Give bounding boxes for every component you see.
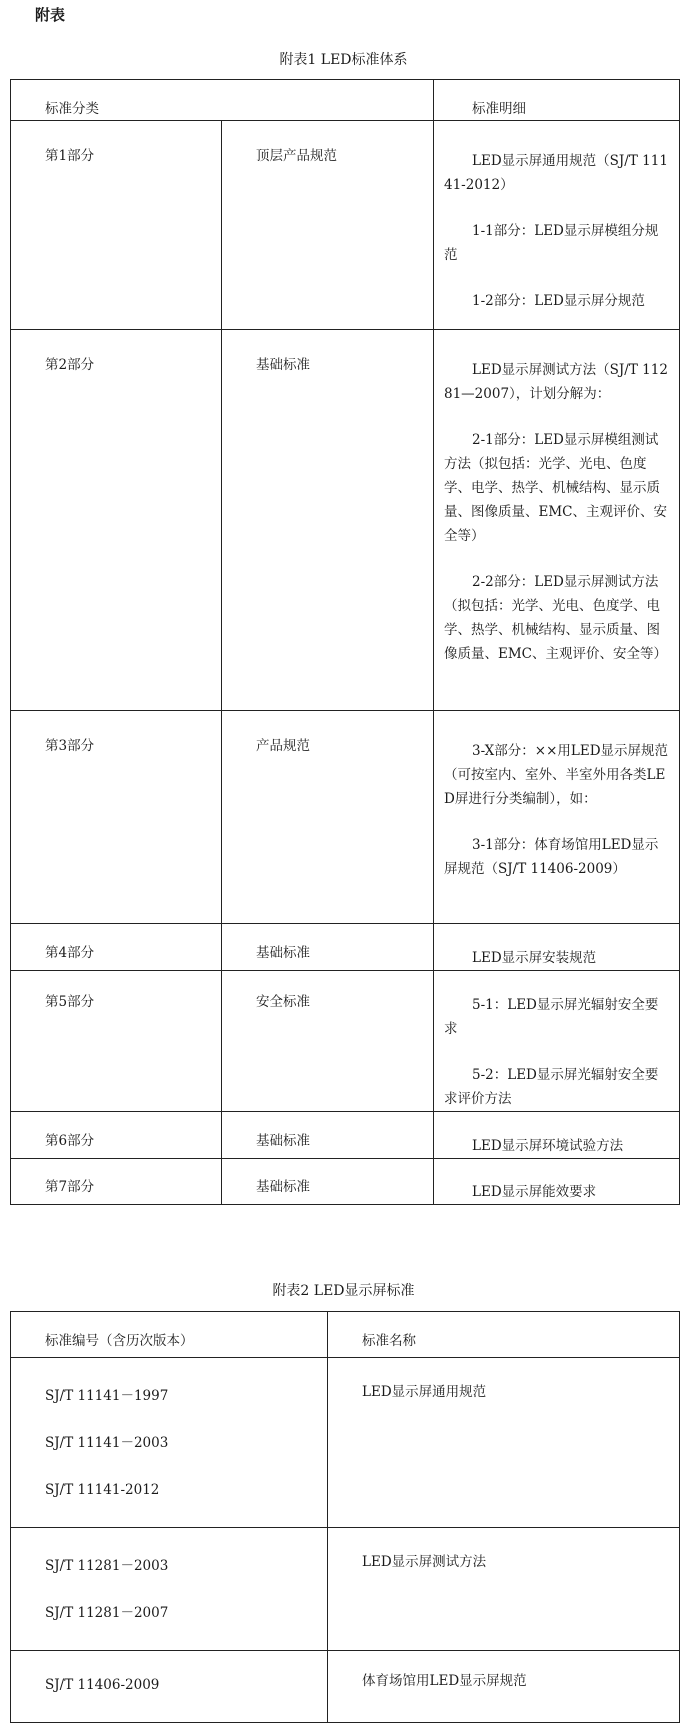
standard-number: SJ/T 11281－2003 xyxy=(45,1558,169,1574)
table-row xyxy=(11,1528,680,1651)
part-label: 第4部分 xyxy=(11,924,222,971)
table-row xyxy=(11,1651,680,1723)
detail-cell xyxy=(434,1112,680,1159)
standard-numbers-cell xyxy=(11,1528,328,1651)
standard-number: SJ/T 11406-2009 xyxy=(45,1677,160,1693)
detail-paragraph: 1-2部分：LED显示屏分规范 xyxy=(472,293,645,309)
header-standard-name: 标准名称 xyxy=(328,1312,680,1358)
standards-system-table xyxy=(10,79,680,1205)
standard-number: SJ/T 11141－2003 xyxy=(45,1435,169,1451)
standard-number: SJ/T 11281－2007 xyxy=(45,1605,169,1621)
standard-numbers-cell xyxy=(11,1651,328,1723)
part-label: 第5部分 xyxy=(11,971,222,1112)
detail-paragraph: LED显示屏通用规范（SJ/T 11141-2012） xyxy=(444,153,668,193)
detail-cell xyxy=(434,121,680,330)
detail-paragraph: 2-2部分：LED显示屏测试方法（拟包括：光学、光电、色度学、电学、热学、机械结构、显示质量、图像质量、EMC、主观评价、安全等） xyxy=(444,574,668,662)
detail-cell xyxy=(434,924,680,971)
part-label: 第7部分 xyxy=(11,1159,222,1205)
standard-number: SJ/T 11141－1997 xyxy=(45,1388,169,1404)
header-category: 标准分类 xyxy=(11,80,434,121)
part-label: 第2部分 xyxy=(11,330,222,711)
detail-paragraph: 2-1部分：LED显示屏模组测试方法（拟包括：光学、光电、色度学、电学、热学、机械结构、显示质量、图像质量、EMC、主观评价、安全等） xyxy=(444,432,668,544)
category-label: 产品规范 xyxy=(222,711,434,924)
detail-cell xyxy=(434,971,680,1112)
led-display-standards-table xyxy=(10,1311,680,1723)
table-row xyxy=(11,1358,680,1528)
category-label: 安全标准 xyxy=(222,971,434,1112)
detail-paragraph: LED显示屏能效要求 xyxy=(472,1184,597,1200)
detail-paragraph: 1-1部分：LED显示屏模组分规范 xyxy=(444,223,659,263)
part-label: 第6部分 xyxy=(11,1112,222,1159)
standard-name: 体育场馆用LED显示屏规范 xyxy=(328,1651,680,1723)
detail-paragraph: 5-2：LED显示屏光辐射安全要求评价方法 xyxy=(444,1067,659,1107)
detail-paragraph: 3-1部分：体育场馆用LED显示屏规范（SJ/T 11406-2009） xyxy=(444,837,659,877)
table-row xyxy=(11,1112,680,1159)
header-detail: 标准明细 xyxy=(434,80,680,121)
detail-paragraph: LED显示屏环境试验方法 xyxy=(472,1138,624,1154)
category-label: 基础标准 xyxy=(222,924,434,971)
standard-number: SJ/T 11141-2012 xyxy=(45,1482,160,1498)
detail-paragraph: 3-X部分：××用LED显示屏规范（可按室内、室外、半室外用各类LED屏进行分类编制），如： xyxy=(444,743,669,807)
table1-header-row xyxy=(11,80,680,121)
part-label: 第3部分 xyxy=(11,711,222,924)
table2-caption: 附表2 LED显示屏标准 xyxy=(272,1283,415,1299)
detail-paragraph: 5-1：LED显示屏光辐射安全要求 xyxy=(444,997,659,1037)
header-standard-number: 标准编号（含历次版本） xyxy=(11,1312,328,1358)
standard-name: LED显示屏通用规范 xyxy=(328,1358,680,1528)
detail-cell xyxy=(434,330,680,711)
category-label: 基础标准 xyxy=(222,1112,434,1159)
standard-name: LED显示屏测试方法 xyxy=(328,1528,680,1651)
appendix-heading: 附表 xyxy=(35,6,66,24)
category-label: 顶层产品规范 xyxy=(222,121,434,330)
table-row xyxy=(11,1159,680,1205)
part-label: 第1部分 xyxy=(11,121,222,330)
table1-caption: 附表1 LED标准体系 xyxy=(279,52,408,68)
detail-cell xyxy=(434,1159,680,1205)
detail-paragraph: LED显示屏安装规范 xyxy=(472,950,597,966)
detail-cell xyxy=(434,711,680,924)
category-label: 基础标准 xyxy=(222,1159,434,1205)
standard-numbers-cell xyxy=(11,1358,328,1528)
table-row xyxy=(11,711,680,924)
table-row xyxy=(11,330,680,711)
table-row xyxy=(11,121,680,330)
category-label: 基础标准 xyxy=(222,330,434,711)
table2-header-row xyxy=(11,1312,680,1358)
table-row xyxy=(11,971,680,1112)
table-row xyxy=(11,924,680,971)
detail-paragraph: LED显示屏测试方法（SJ/T 11281—2007），计划分解为： xyxy=(444,362,668,402)
